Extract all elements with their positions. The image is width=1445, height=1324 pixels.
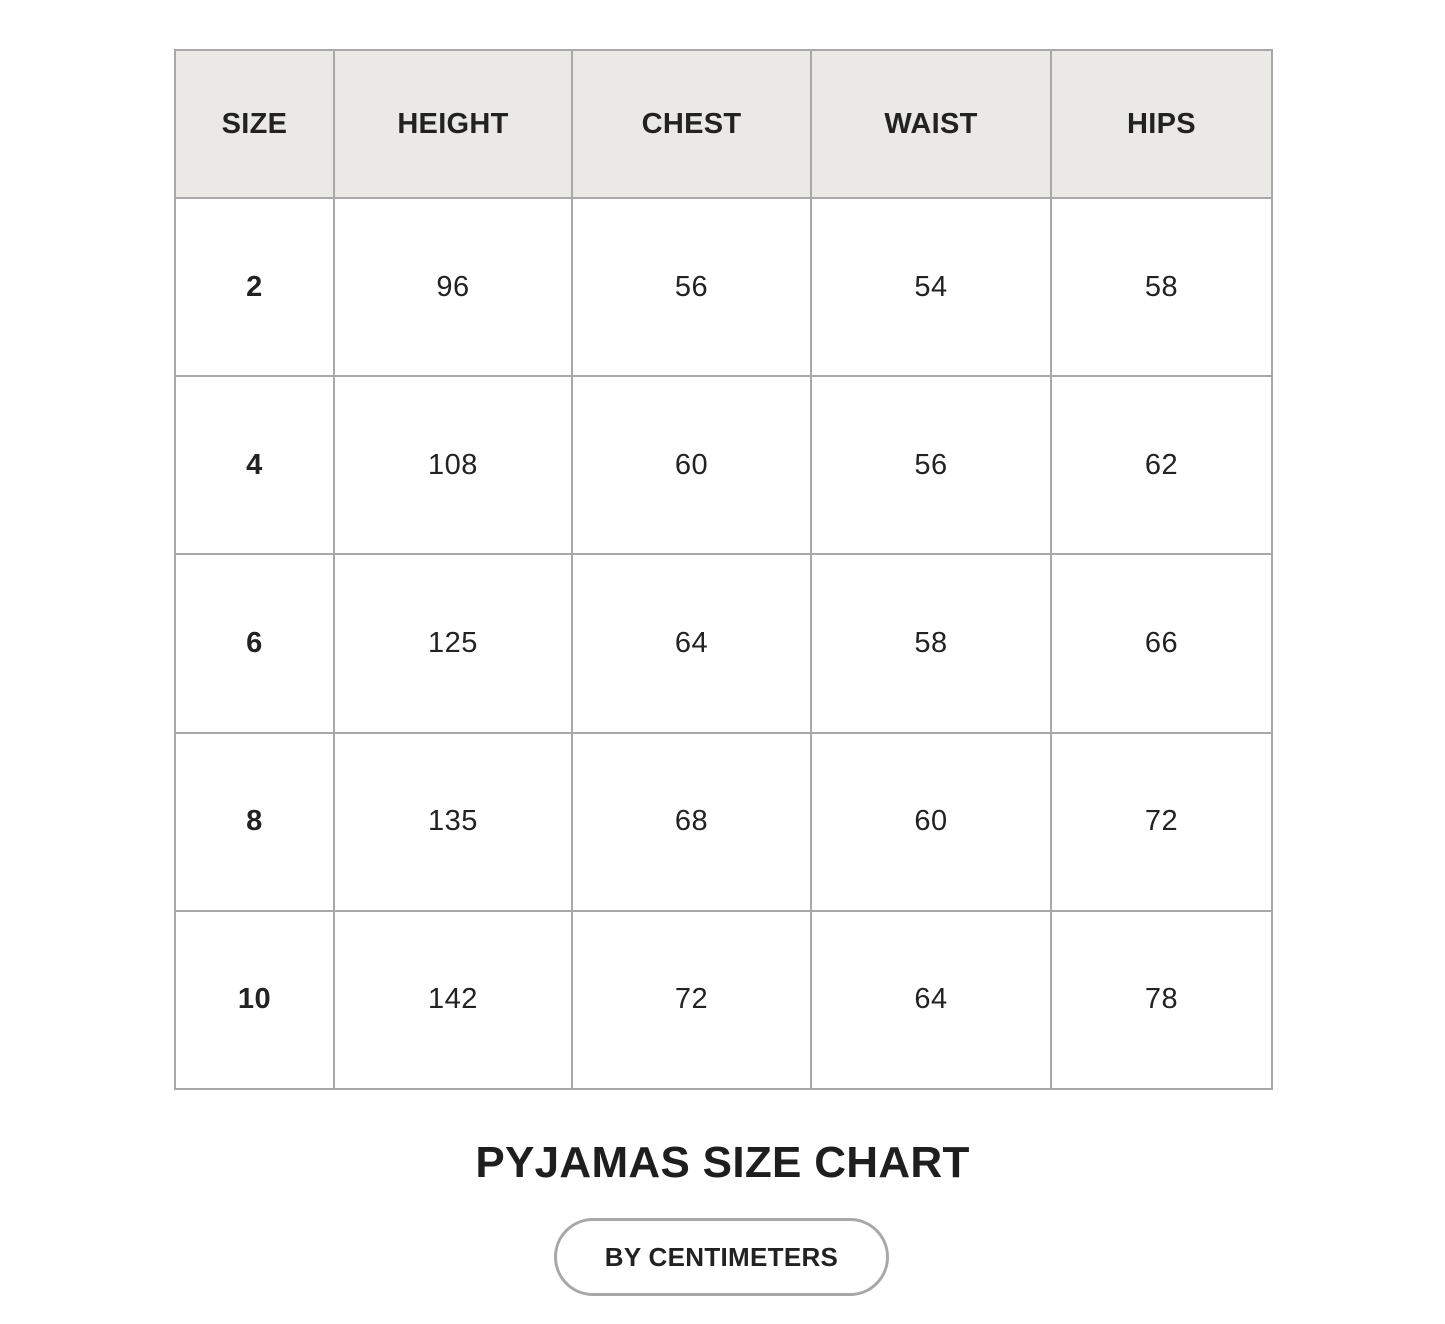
hips-cell: 66 — [1051, 554, 1272, 732]
height-cell: 135 — [334, 733, 572, 911]
table-row — [175, 911, 1272, 1089]
size-cell: 8 — [175, 733, 334, 911]
size-cell: 2 — [175, 198, 334, 376]
size-cell: 6 — [175, 554, 334, 732]
waist-cell: 54 — [811, 198, 1051, 376]
height-cell: 96 — [334, 198, 572, 376]
size-cell: 10 — [175, 911, 334, 1089]
hips-cell: 78 — [1051, 911, 1272, 1089]
waist-cell: 64 — [811, 911, 1051, 1089]
column-header-chest: CHEST — [572, 50, 811, 198]
size-cell: 4 — [175, 376, 334, 554]
height-cell: 125 — [334, 554, 572, 732]
hips-cell: 72 — [1051, 733, 1272, 911]
chest-cell: 68 — [572, 733, 811, 911]
table-row — [175, 198, 1272, 376]
table-row — [175, 554, 1272, 732]
page-title: PYJAMAS SIZE CHART — [475, 1138, 970, 1187]
waist-cell: 60 — [811, 733, 1051, 911]
height-cell: 108 — [334, 376, 572, 554]
unit-toggle-button[interactable]: BY CENTIMETERS — [554, 1218, 889, 1296]
waist-cell: 56 — [811, 376, 1051, 554]
column-header-hips: HIPS — [1051, 50, 1272, 198]
waist-cell: 58 — [811, 554, 1051, 732]
column-header-size: SIZE — [175, 50, 334, 198]
table-header-row — [175, 50, 1272, 198]
hips-cell: 62 — [1051, 376, 1272, 554]
table-row — [175, 376, 1272, 554]
chest-cell: 60 — [572, 376, 811, 554]
chest-cell: 64 — [572, 554, 811, 732]
chest-cell: 56 — [572, 198, 811, 376]
hips-cell: 58 — [1051, 198, 1272, 376]
table-row — [175, 733, 1272, 911]
chest-cell: 72 — [572, 911, 811, 1089]
size-chart-table — [174, 49, 1273, 1090]
column-header-waist: WAIST — [811, 50, 1051, 198]
column-header-height: HEIGHT — [334, 50, 572, 198]
height-cell: 142 — [334, 911, 572, 1089]
